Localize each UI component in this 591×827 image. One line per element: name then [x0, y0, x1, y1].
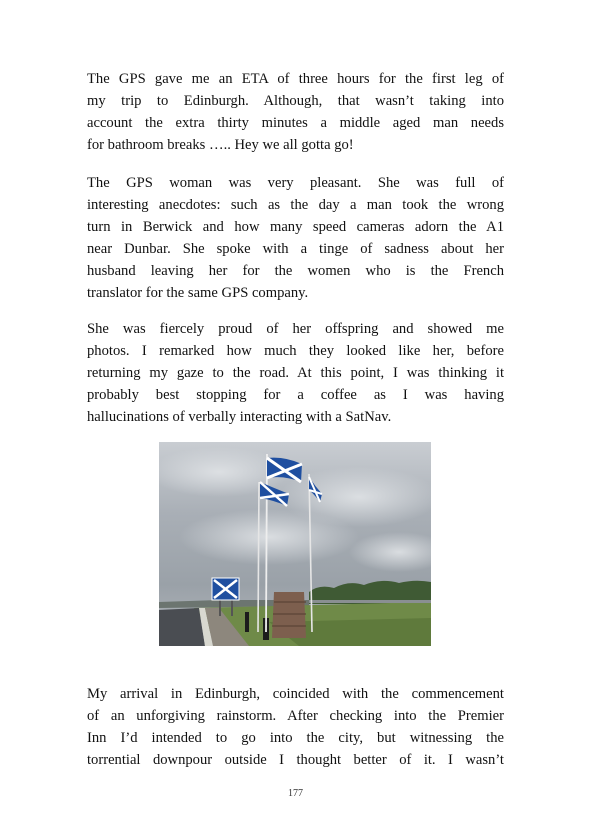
text-line: my trip to Edinburgh. Although, that wasn’t taking into	[87, 93, 504, 109]
text-line: husband leaving her for the women who is the French	[87, 263, 504, 279]
paragraph-offspring-photos	[87, 318, 504, 428]
paragraph-gps-woman	[87, 172, 504, 304]
text-line: probably best stopping for a coffee as I was having	[87, 387, 504, 403]
photo-saltire-flags	[159, 442, 431, 646]
text-line: Inn I’d intended to go into the city, but witnessing the	[87, 730, 504, 746]
road	[159, 608, 205, 646]
text-line: turn in Berwick and how many speed cameras adorn the A1	[87, 219, 504, 235]
paragraph-gps-eta	[87, 68, 504, 156]
stone-cairn	[272, 592, 306, 638]
text-line: interesting anecdotes: such as the day a man took the wrong	[87, 197, 504, 213]
flagpole	[258, 482, 259, 632]
text-line: returning my gaze to the road. At this point, I was thinking it	[87, 365, 504, 381]
text-line: hallucinations of verbally interacting with a SatNav.	[87, 409, 392, 425]
text-line: My arrival in Edinburgh, coincided with the commencement	[87, 686, 504, 702]
text-line: She was fiercely proud of her offspring and showed me	[87, 321, 504, 337]
flagpole	[266, 454, 267, 632]
text-line: near Dunbar. She spoke with a tinge of sadness about her	[87, 241, 504, 257]
text-line: The GPS woman was very pleasant. She was full of	[87, 175, 504, 191]
scotland-sign	[212, 578, 239, 600]
text-line: torrential downpour outside I thought better of it. I wasn’t	[87, 752, 504, 768]
text-line: The GPS gave me an ETA of three hours for the first leg of	[87, 71, 504, 87]
text-line: translator for the same GPS company.	[87, 285, 309, 301]
text-line: for bathroom breaks ….. Hey we all gotta go!	[87, 137, 354, 153]
text-line: photos. I remarked how much they looked like her, before	[87, 343, 504, 359]
paragraph-edinburgh-arrival	[87, 683, 504, 771]
page-number: 177	[288, 788, 303, 799]
text-line: of an unforgiving rainstorm. After checking into the Premier	[87, 708, 504, 724]
text-line: account the extra thirty minutes a middle aged man needs	[87, 115, 504, 131]
